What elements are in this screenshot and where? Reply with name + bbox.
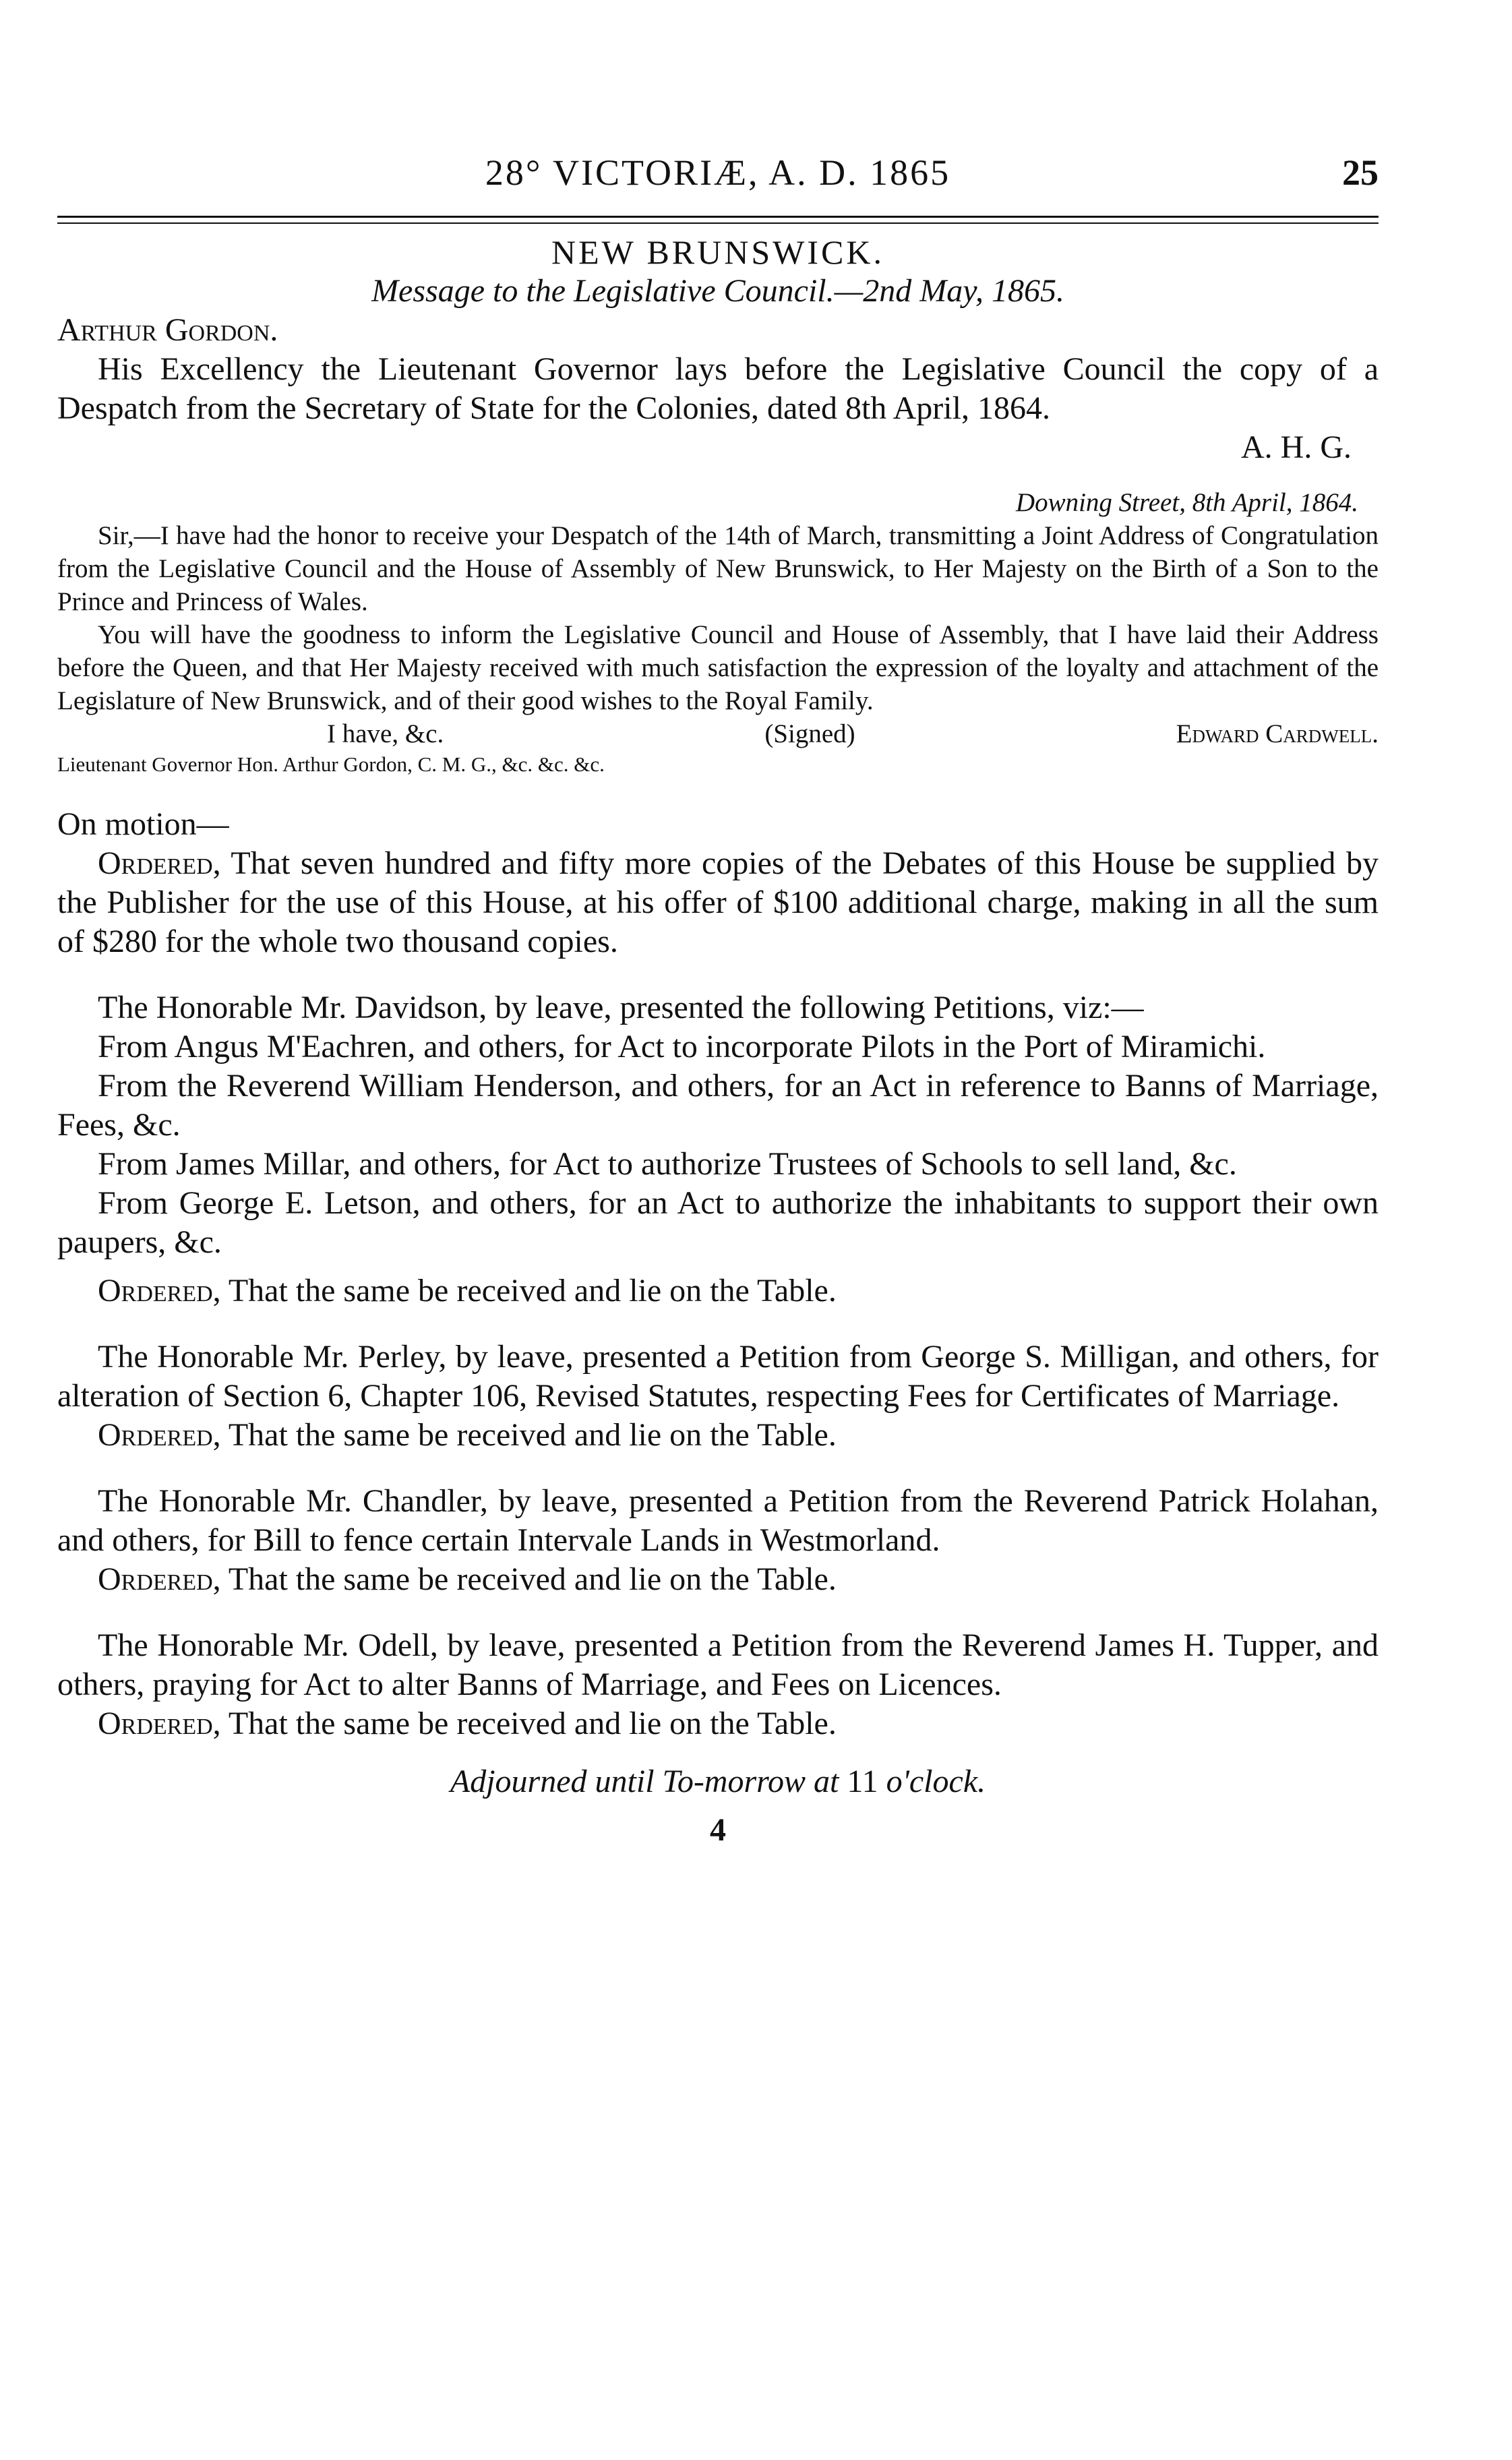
- motion-order-text: That seven hundred and fifty more copies of the Debates of this House be supplied by the Publisher for the use of this House, at his offer of $100 additional charge, making in all the sum of $280 for the whole two thousand copies.: [57, 845, 1379, 959]
- motion-order: [57, 844, 1379, 961]
- adjournment-notice: [57, 1762, 1379, 1801]
- despatch-paragraph-2: You will have the goodness to inform the Legislative Council and House of Assembly, that I have laid their Address before the Queen, and that Her Majesty received with much satisfaction the expression of the loyalty and attachment of the Legislature of New Brunswick, and of their good wishes to the Royal Family.: [57, 620, 1379, 715]
- message-initials: A. H. G.: [1241, 429, 1352, 465]
- running-head: 28° VICTORIÆ, A. D. 1865: [485, 152, 951, 193]
- ordered-label: Ordered,: [98, 1561, 221, 1597]
- perley-petition: The Honorable Mr. Perley, by leave, presented a Petition from George S. Milligan, and others, for alteration of Section 6, Chapter 106, Revised Statutes, respecting Fees for Certificates of Marriage.: [57, 1339, 1379, 1414]
- petition-item: From the Reverend William Henderson, and others, for an Act in reference to Banns of Marriage, Fees, &c.: [57, 1068, 1379, 1143]
- petition-item: From Angus M'Eachren, and others, for Act to incorporate Pilots in the Port of Miramichi.: [98, 1029, 1266, 1064]
- adjournment-time-suffix: o'clock.: [886, 1764, 986, 1799]
- despatch-signer: Edward Cardwell.: [1176, 719, 1379, 748]
- davidson-order: [57, 1271, 1379, 1311]
- davidson-order-text: That the same be received and lie on the Table.: [228, 1273, 837, 1309]
- header-rule-thin: [57, 222, 1379, 224]
- message-body: His Excellency the Lieutenant Governor lays before the Legislative Council the copy of a Despatch from the Secretary of State for the Colonies, dated 8th April, 1864.: [57, 351, 1379, 426]
- ordered-label: Ordered,: [98, 845, 221, 881]
- section-title: NEW BRUNSWICK.: [551, 233, 884, 271]
- page-number: 25: [1342, 152, 1379, 193]
- odell-order-text: That the same be received and lie on the Table.: [228, 1706, 837, 1741]
- chandler-petition: The Honorable Mr. Chandler, by leave, presented a Petition from the Reverend Patrick Holahan, and others, for Bill to fence certain Intervale Lands in Westmorland.: [57, 1483, 1379, 1558]
- message-subtitle: Message to the Legislative Council.—2nd May, 1865.: [371, 273, 1064, 309]
- despatch-closing: I have, &c.: [327, 719, 444, 748]
- page-header: [57, 152, 1379, 206]
- petition-item: From James Millar, and others, for Act to authorize Trustees of Schools to sell land, &c.: [98, 1146, 1237, 1182]
- despatch-addressee: Lieutenant Governor Hon. Arthur Gordon, C. M. G., &c. &c. &c.: [57, 752, 605, 776]
- odell-petition: The Honorable Mr. Odell, by leave, presented a Petition from the Reverend James H. Tupper, and others, praying for Act to alter Banns of Marriage, and Fees on Licences.: [57, 1627, 1379, 1702]
- ordered-label: Ordered,: [98, 1417, 221, 1453]
- perley-order: [57, 1416, 1379, 1455]
- adjournment-time: 11: [847, 1764, 878, 1799]
- chandler-order: [57, 1560, 1379, 1599]
- chandler-order-text: That the same be received and lie on the Table.: [228, 1561, 837, 1597]
- ordered-label: Ordered,: [98, 1706, 221, 1741]
- davidson-intro: The Honorable Mr. Davidson, by leave, presented the following Petitions, viz:—: [98, 990, 1144, 1025]
- signature-mark: 4: [710, 1812, 726, 1848]
- ordered-label: Ordered,: [98, 1273, 221, 1309]
- odell-order: [57, 1704, 1379, 1743]
- despatch-signed: (Signed): [764, 719, 855, 748]
- despatch-dateline: Downing Street, 8th April, 1864.: [1015, 488, 1358, 517]
- despatch-paragraph-1: Sir,—I have had the honor to receive your Despatch of the 14th of March, transmitting a Joint Address of Congratulation from the Legislative Council and the House of Assembly of New Brunswick, to Her Majesty on the Birth of a Son to the Prince and Princess of Wales.: [57, 521, 1379, 616]
- motion-intro: On motion—: [57, 806, 229, 842]
- adjournment-text: Adjourned until To-morrow at: [450, 1764, 839, 1799]
- page-content: [57, 233, 1379, 1850]
- header-rule: [57, 216, 1379, 218]
- petition-item: From George E. Letson, and others, for an Act to authorize the inhabitants to support their own paupers, &c.: [57, 1185, 1379, 1260]
- perley-order-text: That the same be received and lie on the Table.: [228, 1417, 837, 1453]
- message-signatory: Arthur Gordon.: [57, 312, 278, 348]
- despatch-signature-line: [57, 717, 1379, 750]
